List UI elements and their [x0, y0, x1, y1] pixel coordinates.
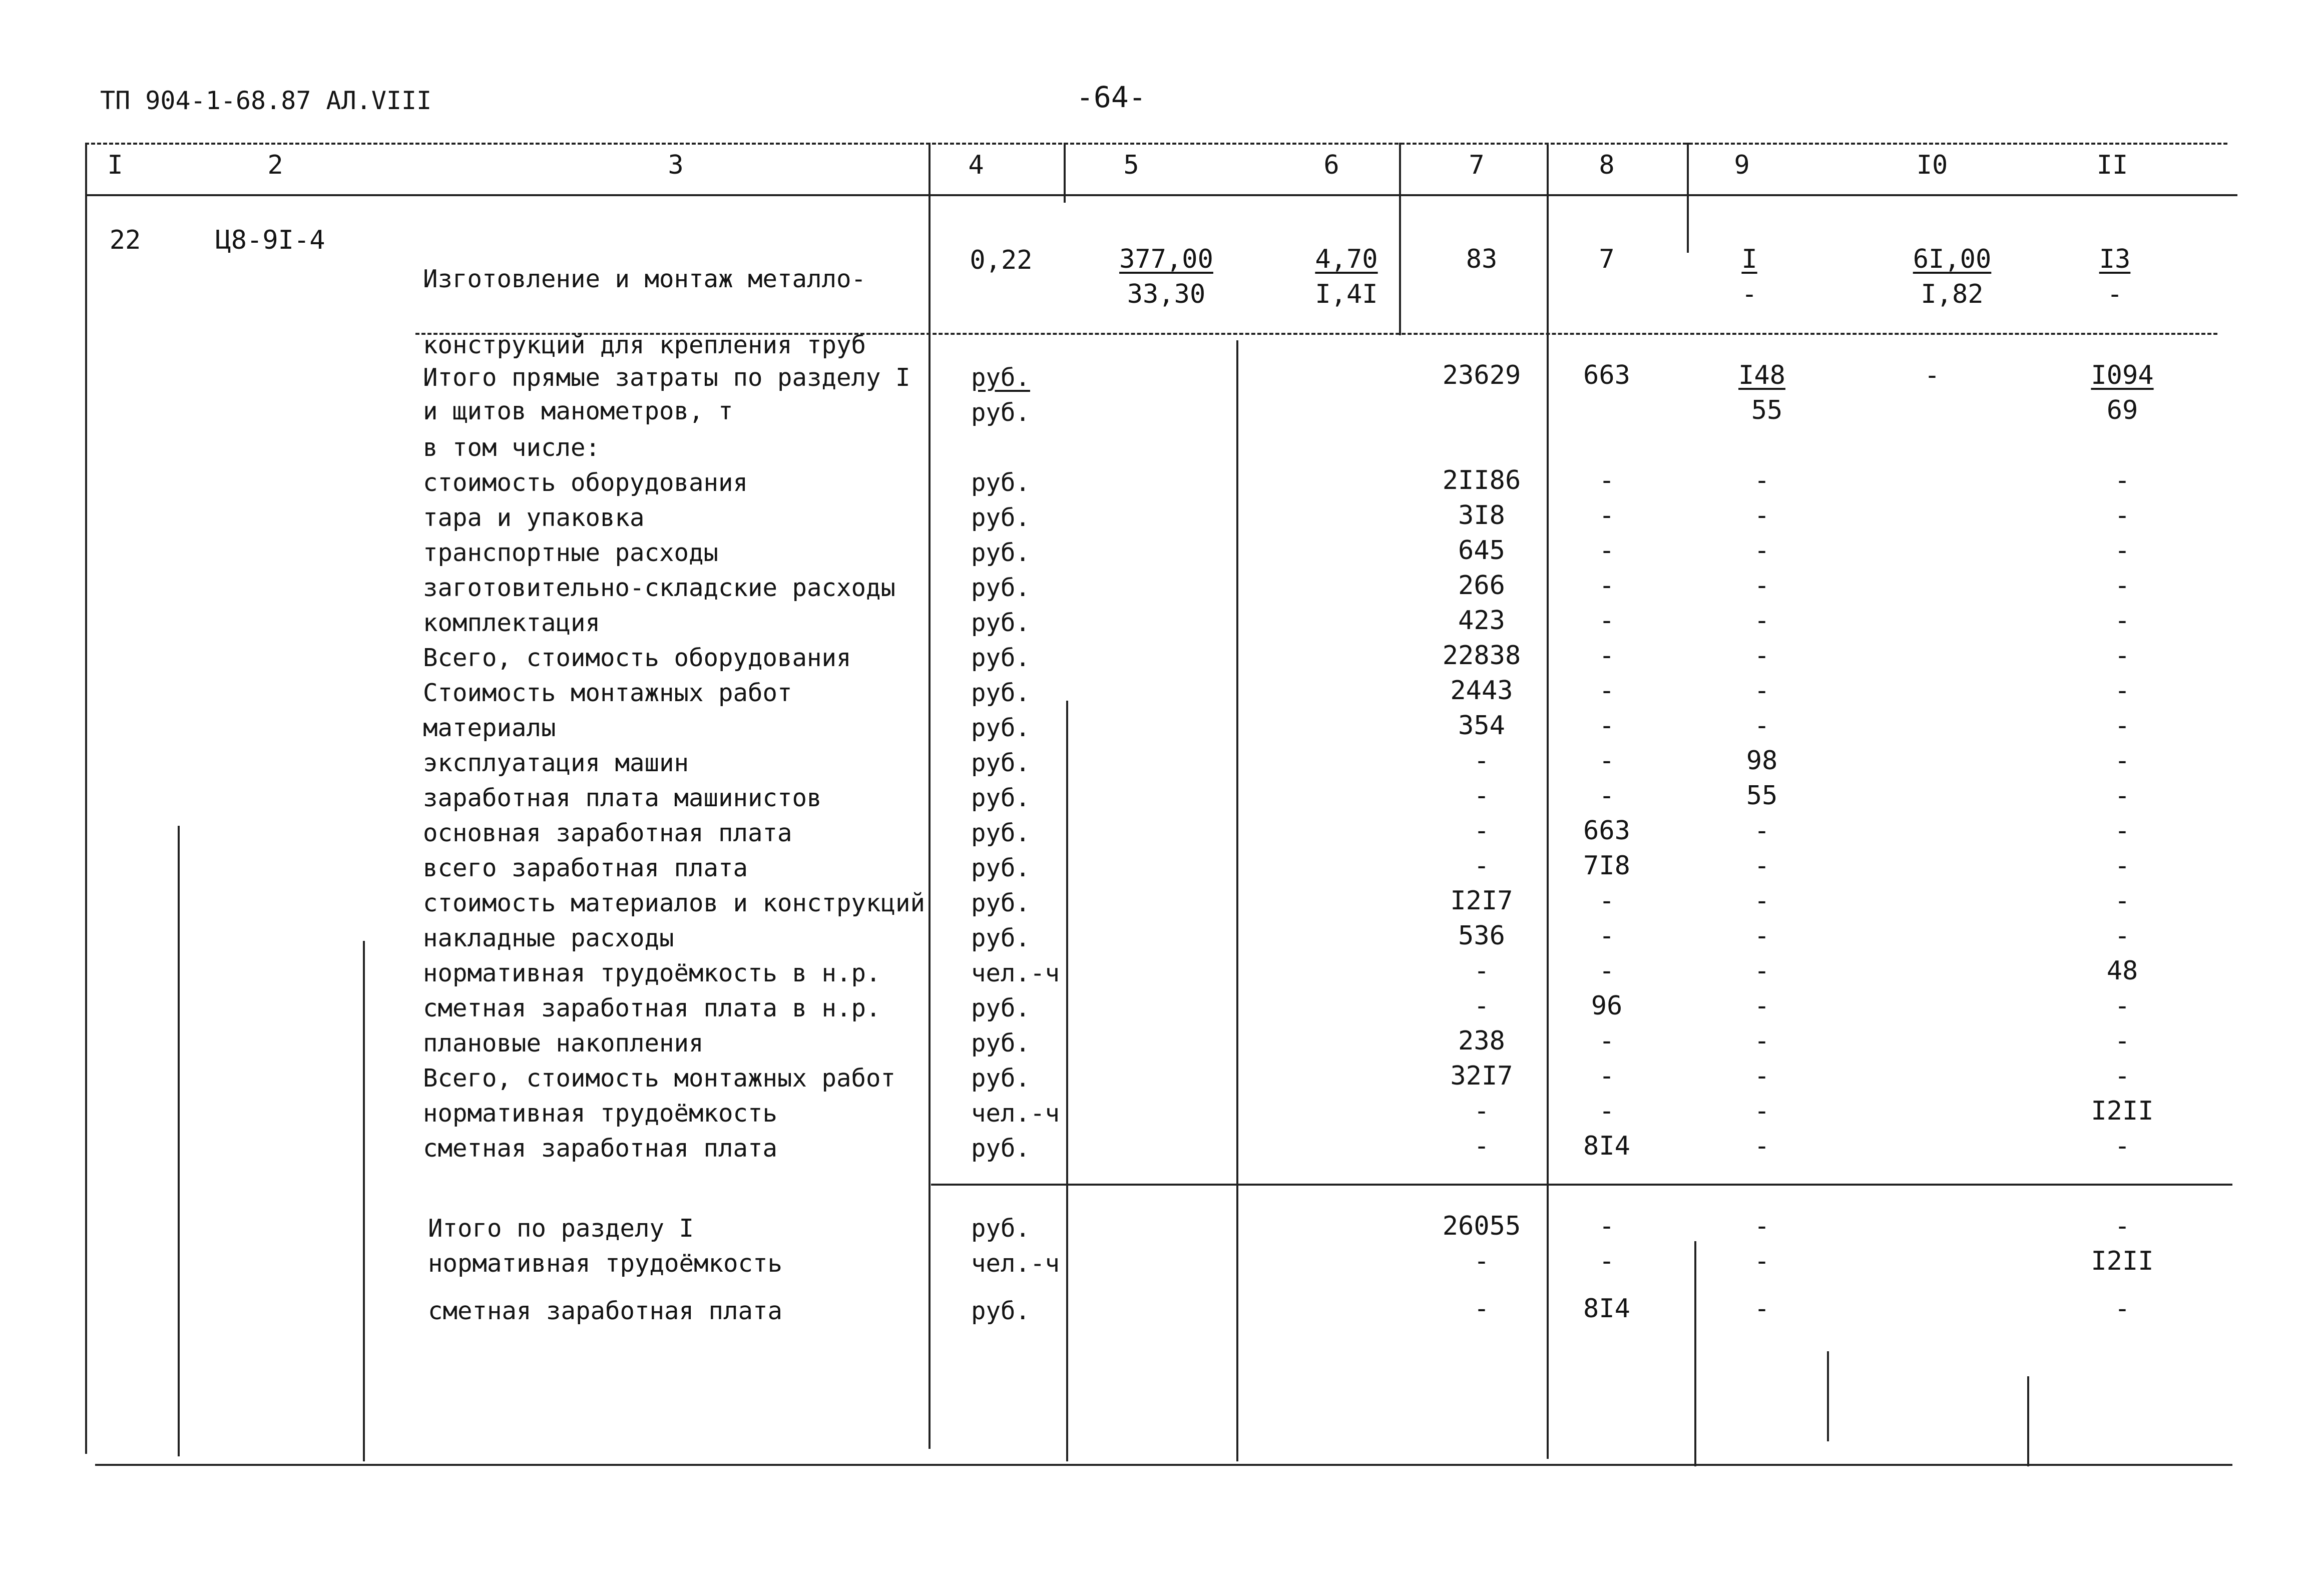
total-label: нормативная трудоёмкость	[428, 1249, 783, 1278]
column-number: II	[2096, 150, 2128, 180]
total-unit: руб.	[971, 1297, 1031, 1325]
row-col8: -	[1599, 921, 1615, 951]
total-col7: -	[1474, 1294, 1490, 1324]
item-description-line: Изготовление и монтаж металло-	[423, 265, 866, 293]
row-col11: -	[2114, 886, 2130, 916]
row-label: всего заработная плата	[423, 854, 748, 882]
row-col11: -	[2114, 746, 2130, 776]
item-col9-top: I	[1741, 244, 1757, 274]
document-code: ТП 904-1-68.87 АЛ.VIII	[100, 86, 432, 115]
row-unit: руб.	[971, 539, 1031, 567]
row-label: стоимость оборудования	[423, 468, 748, 497]
row-col11: -	[2114, 606, 2130, 636]
row-unit: руб.	[971, 574, 1031, 602]
column-number: I	[107, 150, 123, 180]
row-col7: 354	[1458, 711, 1505, 741]
total-col9: -	[1754, 1211, 1770, 1241]
item-col6-top: 4,70	[1315, 244, 1378, 274]
column-number: I0	[1916, 150, 1948, 180]
row-col11: -	[2114, 1026, 2130, 1056]
subtotal-unit: руб.	[971, 363, 1031, 392]
row-col8: 7I8	[1583, 851, 1630, 881]
row-col8: -	[1599, 606, 1615, 636]
row-col8: -	[1599, 500, 1615, 530]
total-label: сметная заработная плата	[428, 1297, 783, 1325]
row-col9: 55	[1746, 781, 1778, 811]
column-number: 3	[668, 150, 684, 180]
row-unit: чел.-ч	[971, 959, 1060, 987]
header-top-line	[85, 143, 2227, 145]
item-description-line: конструкций для крепления труб	[423, 331, 866, 359]
row-col9: -	[1754, 991, 1770, 1021]
subtotal-col8: 663	[1583, 360, 1630, 390]
row-col9: -	[1754, 1061, 1770, 1091]
row-unit: руб.	[971, 679, 1031, 707]
row-col8: -	[1599, 781, 1615, 811]
row-unit: руб.	[971, 1064, 1031, 1093]
row-col8: -	[1599, 956, 1615, 986]
subtotal-unit: руб.	[971, 398, 1031, 427]
row-label: Стоимость монтажных работ	[423, 679, 792, 707]
total-label: Итого по разделу I	[428, 1214, 694, 1243]
row-label: сметная заработная плата	[423, 1134, 778, 1163]
column-divider	[1066, 701, 1068, 1461]
subtotal-label: Итого прямые затраты по разделу I	[423, 363, 910, 392]
subtotal-col9-top: I48	[1738, 360, 1785, 390]
row-col8: -	[1599, 746, 1615, 776]
row-col8: 663	[1583, 816, 1630, 846]
in-total-label: в том числе:	[423, 433, 601, 462]
row-col7: 2II86	[1442, 465, 1521, 495]
row-col7: 266	[1458, 571, 1505, 601]
row-col7: 645	[1458, 536, 1505, 566]
row-col11: -	[2114, 571, 2130, 601]
total-unit: руб.	[971, 1214, 1031, 1243]
row-unit: чел.-ч	[971, 1099, 1060, 1128]
row-col9: -	[1754, 606, 1770, 636]
row-col11: -	[2114, 991, 2130, 1021]
column-number: 6	[1323, 150, 1339, 180]
row-col11: 48	[2106, 956, 2138, 986]
subtotal-col11-top: I094	[2091, 360, 2154, 390]
row-col8: -	[1599, 465, 1615, 495]
subtotal-col9-bottom: 55	[1751, 395, 1783, 425]
column-number: 2	[267, 150, 283, 180]
row-label: тара и упаковка	[423, 503, 645, 532]
row-col9: -	[1754, 921, 1770, 951]
row-label: основная заработная плата	[423, 819, 792, 847]
column-divider	[929, 143, 931, 1449]
row-col7: -	[1474, 781, 1490, 811]
column-number: 8	[1599, 150, 1615, 180]
row-label: плановые накопления	[423, 1029, 704, 1057]
row-col8: -	[1599, 886, 1615, 916]
row-col9: -	[1754, 676, 1770, 706]
column-divider	[178, 826, 180, 1456]
row-label: Всего, стоимость оборудования	[423, 644, 851, 672]
row-unit: руб.	[971, 889, 1031, 917]
row-col7: -	[1474, 816, 1490, 846]
item-description-line: и щитов манометров, т	[423, 397, 733, 425]
row-col8: -	[1599, 1026, 1615, 1056]
item-col9-bottom: -	[1741, 279, 1757, 309]
row-col11: -	[2114, 816, 2130, 846]
row-unit: руб.	[971, 924, 1031, 952]
row-col11: -	[2114, 536, 2130, 566]
column-divider	[1827, 1351, 1829, 1441]
row-col9: -	[1754, 465, 1770, 495]
subtotal-col7: 23629	[1442, 360, 1521, 390]
item-col7: 83	[1466, 244, 1498, 274]
row-col9: -	[1754, 886, 1770, 916]
row-col9: -	[1754, 500, 1770, 530]
row-col8: -	[1599, 571, 1615, 601]
item-col11-top: I3	[2099, 244, 2131, 274]
row-unit: руб.	[971, 1134, 1031, 1163]
column-divider	[2027, 1376, 2029, 1466]
row-col7: 22838	[1442, 641, 1521, 671]
row-col11: I2II	[2091, 1096, 2154, 1126]
total-unit: чел.-ч	[971, 1249, 1060, 1278]
row-col7: -	[1474, 991, 1490, 1021]
total-col9: -	[1754, 1294, 1770, 1324]
row-col9: -	[1754, 1096, 1770, 1126]
item-col10-bottom: I,82	[1921, 279, 1984, 309]
row-label: заготовительно-складские расходы	[423, 574, 896, 602]
column-number: 4	[968, 150, 984, 180]
item-col5-bottom: 33,30	[1127, 279, 1206, 309]
row-label: эксплуатация машин	[423, 749, 689, 777]
row-col11: -	[2114, 641, 2130, 671]
total-col8: -	[1599, 1246, 1615, 1276]
row-unit: руб.	[971, 819, 1031, 847]
row-unit: руб.	[971, 468, 1031, 497]
item-number: 22	[109, 225, 141, 255]
item-description	[423, 224, 866, 444]
row-label: комплектация	[423, 609, 601, 637]
item-code: Ц8-9I-4	[215, 225, 325, 255]
total-col7: -	[1474, 1246, 1490, 1276]
row-col9: -	[1754, 1026, 1770, 1056]
section-divider-line	[931, 1184, 2232, 1186]
row-col9: -	[1754, 816, 1770, 846]
row-col7: 3I8	[1458, 500, 1505, 530]
row-unit: руб.	[971, 609, 1031, 637]
row-unit: руб.	[971, 644, 1031, 672]
row-col11: -	[2114, 711, 2130, 741]
row-col7: 536	[1458, 921, 1505, 951]
column-divider	[363, 941, 365, 1461]
total-col8: -	[1599, 1211, 1615, 1241]
row-col8: 96	[1591, 991, 1623, 1021]
row-label: стоимость материалов и конструкций	[423, 889, 926, 917]
column-divider	[1236, 340, 1238, 1461]
row-col7: I2I7	[1450, 886, 1513, 916]
item-col6-bottom: I,4I	[1315, 279, 1378, 309]
item-col8: 7	[1599, 244, 1615, 274]
row-col9: 98	[1746, 746, 1778, 776]
row-label: нормативная трудоёмкость в н.р.	[423, 959, 881, 987]
item-col10-top: 6I,00	[1913, 244, 1992, 274]
row-col8: -	[1599, 641, 1615, 671]
row-label: заработная плата машинистов	[423, 784, 822, 812]
row-col7: 238	[1458, 1026, 1505, 1056]
row-label: Всего, стоимость монтажных работ	[423, 1064, 896, 1093]
row-col9: -	[1754, 571, 1770, 601]
row-col9: -	[1754, 641, 1770, 671]
row-col7: -	[1474, 1096, 1490, 1126]
row-label: материалы	[423, 714, 556, 742]
item-col5-top: 377,00	[1119, 244, 1213, 274]
row-col11: -	[2114, 465, 2130, 495]
row-col8: -	[1599, 711, 1615, 741]
row-unit: руб.	[971, 784, 1031, 812]
row-col11: -	[2114, 781, 2130, 811]
row-unit: руб.	[971, 1029, 1031, 1057]
row-col8: -	[1599, 1096, 1615, 1126]
row-col9: -	[1754, 1131, 1770, 1161]
row-col7: 32I7	[1450, 1061, 1513, 1091]
row-col7: -	[1474, 1131, 1490, 1161]
row-label: нормативная трудоёмкость	[423, 1099, 778, 1128]
row-col11: -	[2114, 851, 2130, 881]
row-col8: -	[1599, 536, 1615, 566]
row-col11: -	[2114, 1131, 2130, 1161]
row-col7: 2443	[1450, 676, 1513, 706]
row-col7: 423	[1458, 606, 1505, 636]
column-divider	[1064, 143, 1066, 203]
row-col7: -	[1474, 956, 1490, 986]
row-label: сметная заработная плата в н.р.	[423, 994, 881, 1022]
column-number: 7	[1469, 150, 1485, 180]
total-col11: -	[2114, 1294, 2130, 1324]
row-col7: -	[1474, 746, 1490, 776]
column-number: 5	[1123, 150, 1139, 180]
column-divider	[1694, 1241, 1696, 1466]
total-col11: -	[2114, 1211, 2130, 1241]
total-col11: I2II	[2091, 1246, 2154, 1276]
row-col11: -	[2114, 676, 2130, 706]
column-divider	[1399, 143, 1401, 335]
row-col9: -	[1754, 956, 1770, 986]
row-label: транспортные расходы	[423, 539, 719, 567]
column-divider	[1547, 143, 1549, 1459]
item-quantity: 0,22	[970, 245, 1033, 275]
row-col8: 8I4	[1583, 1131, 1630, 1161]
row-col11: -	[2114, 921, 2130, 951]
row-col9: -	[1754, 711, 1770, 741]
column-number: 9	[1734, 150, 1750, 180]
subtotal-col10: -	[1924, 360, 1940, 390]
row-unit: руб.	[971, 994, 1031, 1022]
page-number: -64-	[1076, 80, 1146, 114]
row-col8: -	[1599, 676, 1615, 706]
total-col7: 26055	[1442, 1211, 1521, 1241]
total-col8: 8I4	[1583, 1294, 1630, 1324]
item-col11-bottom: -	[2107, 279, 2123, 309]
subtotal-col11-bottom: 69	[2106, 395, 2138, 425]
row-label: накладные расходы	[423, 924, 674, 952]
row-col11: -	[2114, 1061, 2130, 1091]
column-divider	[1687, 143, 1689, 253]
row-unit: руб.	[971, 714, 1031, 742]
row-col9: -	[1754, 851, 1770, 881]
row-unit: руб.	[971, 854, 1031, 882]
row-unit: руб.	[971, 749, 1031, 777]
total-col9: -	[1754, 1246, 1770, 1276]
row-col9: -	[1754, 536, 1770, 566]
row-col11: -	[2114, 500, 2130, 530]
row-col7: -	[1474, 851, 1490, 881]
table-bottom-line	[95, 1464, 2232, 1466]
column-divider	[85, 143, 87, 1454]
header-bottom-line	[85, 194, 2237, 196]
row-col8: -	[1599, 1061, 1615, 1091]
row-unit: руб.	[971, 503, 1031, 532]
